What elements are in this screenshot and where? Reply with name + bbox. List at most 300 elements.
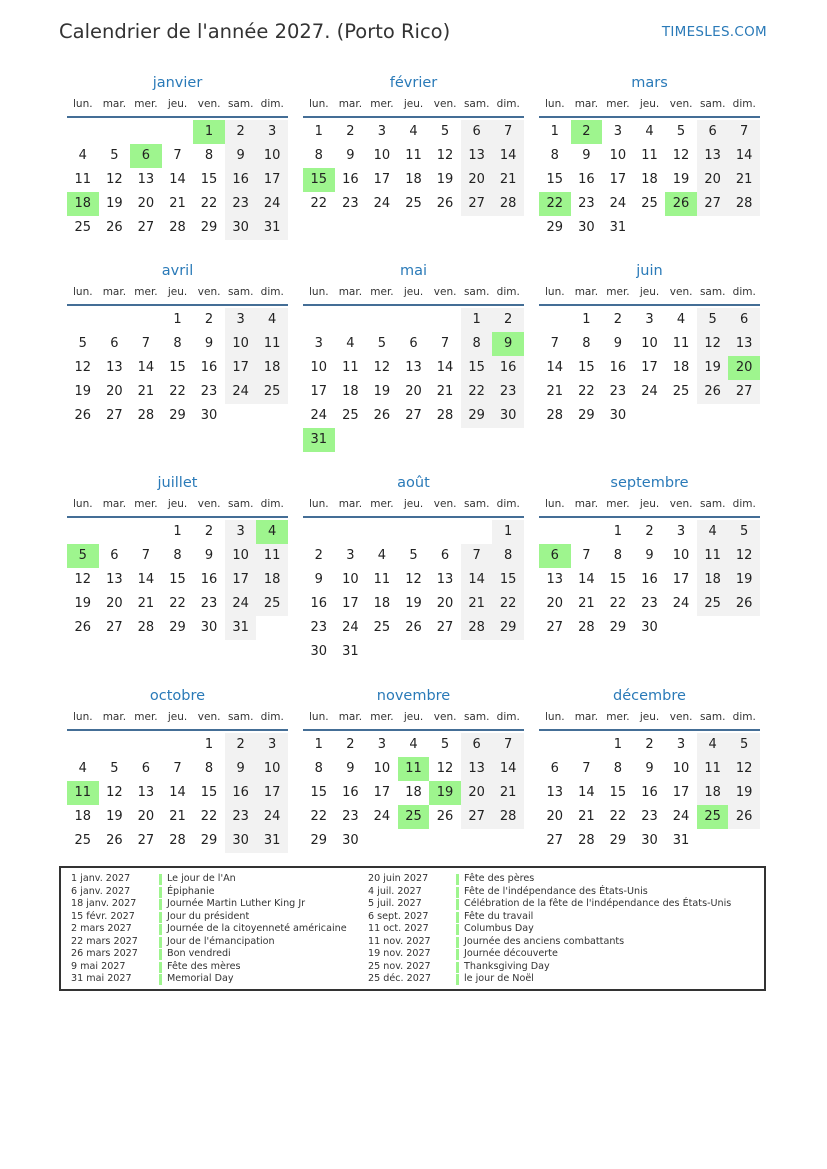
weekday-label: mer. (606, 286, 630, 298)
day-cell: 28 (137, 620, 155, 635)
day-cell: 29 (546, 220, 564, 235)
day-cell: 6 (141, 761, 151, 776)
holiday-date: 25 nov. 2027 (368, 960, 431, 972)
day-cell: 3 (256, 120, 288, 144)
day-cell: 29 (310, 833, 328, 848)
weekday-label: dim. (260, 711, 284, 723)
empty-cell (366, 308, 398, 332)
day-cell: 12 (436, 761, 454, 776)
holiday-day-cell: 11 (67, 781, 99, 805)
weekday-label: jeu. (167, 498, 188, 510)
day-cell: 28 (578, 833, 595, 848)
weekday-label: lun. (545, 98, 565, 110)
holiday-name: Journée des anciens combattants (464, 935, 625, 947)
day-cell: 13 (106, 572, 123, 587)
weekday-label: jeu. (167, 711, 188, 723)
day-cell: 2 (645, 524, 654, 539)
day-cell: 18 (405, 172, 422, 187)
day-cell: 5 (78, 336, 87, 351)
day-grid (539, 733, 760, 853)
day-cell: 16 (200, 360, 218, 375)
month-6 (67, 473, 288, 640)
day-cell: 2 (204, 312, 214, 327)
day-cell: 19 (728, 781, 760, 805)
day-cell: 16 (310, 596, 328, 611)
day-cell: 8 (173, 548, 182, 563)
weekday-label: dim. (260, 286, 284, 298)
day-cell: 30 (641, 620, 658, 635)
holiday-date: 25 déc. 2027 (368, 973, 432, 984)
day-cell: 5 (697, 308, 729, 332)
day-cell: 29 (461, 404, 493, 428)
day-cell: 13 (436, 572, 454, 587)
day-cell: 4 (78, 148, 87, 163)
weekday-label: lun. (545, 498, 565, 510)
day-cell: 1 (314, 124, 323, 139)
day-cell: 30 (200, 408, 218, 423)
holiday-marker (456, 874, 459, 885)
day-cell: 22 (169, 596, 186, 611)
day-cell: 11 (672, 336, 690, 351)
day-cell: 6 (461, 120, 493, 144)
weekday-label: lun. (545, 286, 565, 298)
day-cell: 9 (346, 148, 355, 163)
weekday-label: dim. (260, 98, 284, 110)
holiday-marker (159, 937, 162, 948)
holiday-day-cell: 6 (539, 544, 571, 568)
day-cell: 13 (405, 360, 422, 375)
day-cell: 27 (106, 620, 123, 635)
weekday-label: sam. (227, 286, 254, 298)
day-cell: 7 (461, 544, 493, 568)
day-cell: 13 (546, 572, 564, 587)
day-cell: 10 (342, 572, 359, 587)
day-cell: 25 (256, 592, 288, 616)
day-cell: 6 (110, 548, 119, 563)
day-cell: 12 (672, 148, 690, 163)
day-cell: 24 (373, 196, 391, 211)
day-cell: 10 (373, 148, 391, 163)
empty-cell (335, 520, 367, 544)
day-cell: 7 (550, 336, 559, 351)
day-cell: 11 (405, 148, 422, 163)
weekday-label: jeu. (167, 98, 188, 110)
holiday-name: Journée de la citoyenneté américaine (167, 923, 347, 934)
day-cell: 8 (461, 332, 493, 356)
day-cell: 30 (225, 216, 257, 240)
day-cell: 6 (440, 548, 450, 563)
weekday-header (303, 496, 524, 512)
day-grid (539, 308, 760, 428)
day-cell: 25 (342, 408, 359, 423)
day-cell: 5 (110, 761, 119, 776)
day-cell: 25 (373, 620, 391, 635)
day-cell: 7 (492, 733, 524, 757)
day-grid (67, 733, 288, 853)
day-cell: 13 (106, 360, 123, 375)
holiday-marker (456, 949, 459, 960)
day-cell: 14 (546, 360, 564, 375)
day-cell: 13 (137, 172, 155, 187)
day-cell: 1 (204, 737, 214, 752)
day-cell: 19 (106, 196, 123, 211)
weekday-label: lun. (73, 286, 93, 298)
weekday-header (539, 709, 760, 725)
month-divider (67, 729, 288, 731)
day-cell: 6 (409, 336, 418, 351)
holiday-name: Journée Martin Luther King Jr (167, 898, 306, 909)
weekday-header (539, 284, 760, 300)
holiday-day-cell: 2 (571, 120, 603, 144)
weekday-label: mar. (338, 286, 363, 298)
day-cell: 1 (613, 524, 623, 539)
weekday-label: dim. (496, 498, 520, 510)
weekday-label: sam. (463, 711, 490, 723)
day-cell: 9 (204, 336, 214, 351)
weekday-label: jeu. (639, 286, 660, 298)
day-cell: 27 (697, 192, 729, 216)
month-name: avril (161, 263, 194, 279)
day-cell: 5 (676, 124, 686, 139)
day-cell: 15 (200, 172, 218, 187)
day-cell: 15 (492, 568, 524, 592)
holiday-name: Jour du président (167, 910, 250, 922)
day-cell: 28 (728, 192, 760, 216)
month-name: mars (631, 75, 668, 91)
day-cell: 29 (578, 408, 595, 423)
weekday-label: lun. (309, 98, 329, 110)
day-cell: 10 (641, 336, 658, 351)
weekday-header (539, 496, 760, 512)
day-cell: 1 (613, 737, 623, 752)
weekday-label: jeu. (403, 711, 424, 723)
weekday-label: sam. (227, 711, 254, 723)
day-cell: 12 (74, 360, 92, 375)
day-cell: 11 (697, 757, 729, 781)
holiday-name: Bon vendredi (167, 948, 231, 959)
day-cell: 13 (697, 144, 729, 168)
day-cell: 12 (106, 172, 123, 187)
day-cell: 28 (461, 616, 493, 640)
day-cell: 23 (225, 192, 257, 216)
month-0 (67, 73, 288, 240)
month-7 (303, 473, 524, 664)
weekday-label: sam. (227, 98, 254, 110)
holiday-marker (456, 887, 459, 898)
day-cell: 3 (346, 548, 355, 563)
weekday-header (539, 96, 760, 112)
empty-cell (571, 733, 603, 757)
day-cell: 12 (697, 332, 729, 356)
day-cell: 14 (461, 568, 493, 592)
day-cell: 15 (609, 785, 627, 800)
holiday-marker (456, 974, 459, 985)
day-cell: 22 (609, 596, 627, 611)
day-cell: 11 (256, 332, 288, 356)
holiday-day-cell: 6 (130, 144, 162, 168)
day-cell: 26 (405, 620, 422, 635)
day-cell: 8 (204, 148, 214, 163)
weekday-label: ven. (197, 98, 221, 110)
day-cell: 19 (697, 356, 729, 380)
day-cell: 16 (641, 572, 658, 587)
holiday-name: Fête des pères (464, 873, 535, 884)
weekday-label: jeu. (403, 498, 424, 510)
day-cell: 8 (314, 148, 323, 163)
holiday-name: Épiphanie (167, 885, 215, 897)
day-cell: 21 (169, 809, 186, 824)
day-cell: 15 (546, 172, 564, 187)
day-cell: 18 (74, 809, 92, 824)
day-cell: 24 (641, 384, 658, 399)
day-cell: 23 (200, 384, 218, 399)
holiday-marker (159, 912, 162, 923)
weekday-label: mar. (102, 711, 127, 723)
month-8 (539, 473, 760, 640)
day-cell: 11 (641, 148, 658, 163)
month-divider (539, 304, 760, 306)
day-cell: 12 (436, 148, 454, 163)
month-name: mai (399, 263, 428, 279)
day-cell: 13 (137, 785, 155, 800)
weekday-label: jeu. (403, 98, 424, 110)
holiday-date: 9 mai 2027 (71, 960, 126, 972)
day-cell: 27 (405, 408, 422, 423)
day-cell: 16 (200, 572, 218, 587)
day-cell: 13 (546, 785, 564, 800)
day-cell: 12 (405, 572, 422, 587)
day-cell: 22 (492, 592, 524, 616)
day-cell: 4 (346, 336, 355, 351)
day-cell: 4 (409, 124, 418, 139)
day-cell: 21 (546, 384, 564, 399)
holiday-name: Fête du travail (464, 910, 534, 922)
day-cell: 20 (137, 809, 155, 824)
day-cell: 19 (672, 172, 690, 187)
day-cell: 14 (169, 172, 186, 187)
day-cell: 10 (225, 332, 257, 356)
weekday-label: mer. (134, 711, 158, 723)
weekday-label: ven. (197, 498, 221, 510)
day-grid (539, 520, 760, 640)
weekday-label: ven. (197, 711, 221, 723)
day-cell: 24 (672, 596, 690, 611)
day-cell: 14 (137, 572, 155, 587)
day-cell: 21 (492, 168, 524, 192)
month-divider (303, 304, 524, 306)
day-cell: 22 (609, 809, 627, 824)
page-title: Calendrier de l'année 2027. (Porto Rico) (59, 20, 451, 43)
holiday-marker (159, 924, 162, 935)
weekday-label: lun. (73, 498, 93, 510)
empty-cell (99, 520, 131, 544)
holiday-marker (456, 937, 459, 948)
weekday-header (303, 284, 524, 300)
holiday-date: 20 juin 2027 (368, 873, 429, 884)
day-cell: 1 (314, 737, 323, 752)
holiday-date: 5 juil. 2027 (368, 898, 422, 909)
day-cell: 27 (546, 620, 564, 635)
holiday-name: Jour de l'émancipation (167, 935, 275, 947)
day-cell: 24 (672, 809, 690, 824)
day-cell: 23 (641, 596, 658, 611)
day-cell: 28 (492, 805, 524, 829)
empty-cell (571, 520, 603, 544)
month-name: octobre (149, 688, 206, 704)
day-cell: 18 (342, 384, 359, 399)
day-cell: 29 (200, 833, 218, 848)
day-cell: 27 (436, 620, 454, 635)
weekday-label: dim. (496, 286, 520, 298)
day-cell: 2 (314, 548, 323, 563)
day-cell: 16 (225, 781, 257, 805)
day-cell: 29 (200, 220, 218, 235)
day-cell: 10 (672, 761, 690, 776)
day-cell: 17 (373, 172, 391, 187)
empty-cell (67, 120, 99, 144)
month-divider (303, 729, 524, 731)
weekday-label: dim. (732, 286, 756, 298)
day-cell: 15 (578, 360, 595, 375)
holiday-marker (456, 912, 459, 923)
day-cell: 25 (405, 196, 422, 211)
holiday-name: Fête de l'indépendance des États-Unis (464, 885, 648, 897)
holiday-marker (159, 974, 162, 985)
weekday-label: mar. (574, 498, 599, 510)
day-cell: 17 (256, 781, 288, 805)
empty-cell (398, 308, 430, 332)
day-cell: 6 (110, 336, 119, 351)
empty-cell (335, 308, 367, 332)
weekday-label: lun. (545, 711, 565, 723)
weekday-label: ven. (669, 98, 693, 110)
day-cell: 30 (225, 829, 257, 853)
day-cell: 23 (342, 809, 359, 824)
holiday-date: 31 mai 2027 (71, 973, 132, 984)
weekday-label: sam. (699, 286, 726, 298)
day-cell: 7 (728, 120, 760, 144)
holiday-marker (456, 962, 459, 973)
weekday-header (303, 709, 524, 725)
day-cell: 1 (461, 308, 493, 332)
day-cell: 15 (169, 360, 186, 375)
day-cell: 17 (225, 356, 257, 380)
day-cell: 14 (728, 144, 760, 168)
month-name: février (389, 75, 438, 91)
weekday-label: sam. (699, 498, 726, 510)
day-cell: 24 (609, 196, 627, 211)
day-cell: 23 (609, 384, 627, 399)
empty-cell (303, 520, 335, 544)
day-cell: 29 (609, 833, 627, 848)
empty-cell (130, 520, 162, 544)
day-cell: 7 (582, 761, 591, 776)
holiday-name: Journée découverte (464, 948, 558, 959)
weekday-label: dim. (496, 98, 520, 110)
day-cell: 28 (492, 192, 524, 216)
day-cell: 24 (373, 809, 391, 824)
month-2 (539, 73, 760, 240)
holiday-marker (159, 887, 162, 898)
holiday-name: Le jour de l'An (167, 873, 236, 884)
holiday-marker (456, 899, 459, 910)
empty-cell (162, 120, 194, 144)
day-cell: 16 (492, 356, 524, 380)
day-cell: 12 (106, 785, 123, 800)
weekday-header (67, 284, 288, 300)
day-cell: 9 (225, 144, 257, 168)
holiday-name: Fête des mères (167, 960, 241, 972)
day-cell: 20 (405, 384, 422, 399)
weekday-label: sam. (227, 498, 254, 510)
day-cell: 6 (697, 120, 729, 144)
holiday-date: 6 sept. 2027 (368, 910, 429, 922)
day-cell: 8 (613, 548, 623, 563)
weekday-label: mar. (102, 498, 127, 510)
day-cell: 15 (200, 785, 218, 800)
day-cell: 8 (550, 148, 559, 163)
day-cell: 3 (645, 312, 654, 327)
empty-cell (99, 733, 131, 757)
empty-cell (539, 308, 571, 332)
day-cell: 1 (173, 312, 182, 327)
day-cell: 26 (436, 809, 454, 824)
day-grid (303, 308, 524, 452)
month-name: novembre (376, 688, 451, 704)
weekday-label: ven. (433, 286, 457, 298)
day-cell: 31 (342, 644, 359, 659)
month-name: août (397, 475, 430, 491)
brand-link[interactable]: TIMESLES.COM (661, 24, 767, 40)
day-cell: 29 (492, 616, 524, 640)
day-cell: 13 (728, 332, 760, 356)
holiday-day-cell: 1 (193, 120, 225, 144)
weekday-header (67, 709, 288, 725)
day-cell: 27 (461, 805, 493, 829)
day-cell: 31 (225, 616, 257, 640)
day-cell: 9 (346, 761, 355, 776)
day-cell: 31 (256, 216, 288, 240)
day-cell: 22 (200, 196, 218, 211)
holiday-marker (456, 924, 459, 935)
weekday-label: sam. (463, 98, 490, 110)
day-cell: 29 (169, 620, 186, 635)
weekday-label: ven. (433, 98, 457, 110)
day-cell: 2 (346, 737, 355, 752)
day-cell: 25 (697, 592, 729, 616)
day-cell: 7 (173, 761, 182, 776)
day-cell: 30 (200, 620, 218, 635)
day-cell: 3 (225, 308, 257, 332)
day-cell: 19 (74, 384, 92, 399)
day-cell: 18 (256, 568, 288, 592)
day-cell: 14 (578, 785, 595, 800)
day-grid (303, 520, 524, 664)
weekday-label: mer. (370, 98, 394, 110)
day-cell: 5 (110, 148, 119, 163)
holiday-marker (159, 874, 162, 885)
weekday-label: lun. (309, 498, 329, 510)
weekday-label: mer. (134, 98, 158, 110)
day-cell: 23 (225, 805, 257, 829)
day-cell: 22 (310, 196, 328, 211)
weekday-label: ven. (669, 286, 693, 298)
day-cell: 7 (141, 548, 151, 563)
day-cell: 15 (461, 356, 493, 380)
month-name: septembre (610, 475, 689, 491)
day-cell: 9 (225, 757, 257, 781)
day-cell: 21 (492, 781, 524, 805)
